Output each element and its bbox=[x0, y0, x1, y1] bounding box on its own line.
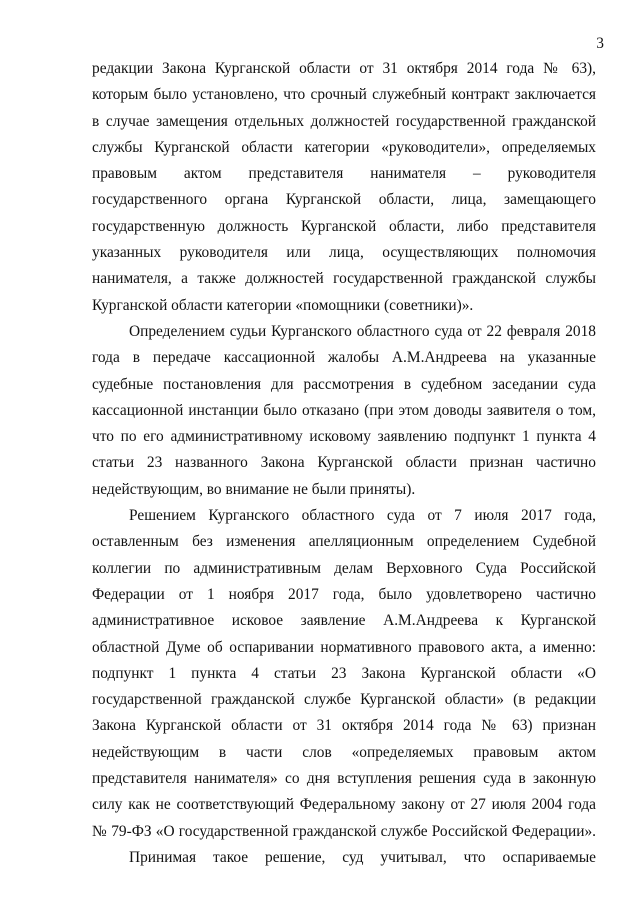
text-line: судебные постановления для рассмотрения в судебном заседании суда bbox=[92, 375, 596, 393]
text-line: Принимая такое решение, суд учитывал, что оспариваемые bbox=[129, 848, 596, 866]
text-line: указанных руководителя или лица, осуществляющих полномочия bbox=[92, 244, 596, 262]
text-line: службы Курганской области категории «руководители», определяемых bbox=[92, 138, 596, 156]
text-line: статьи 23 названного Закона Курганской области признан частично bbox=[92, 454, 596, 472]
text-line: правовым актом представителя нанимателя – руководителя bbox=[92, 165, 596, 183]
text-line: Решением Курганского областного суда от 7 июля 2017 года, bbox=[129, 507, 596, 525]
text-line: кассационной инстанции было отказано (при этом доводы заявителя о том, bbox=[92, 401, 596, 419]
page-number: 3 bbox=[596, 35, 604, 52]
body-text bbox=[92, 56, 596, 871]
text-line: представителя нанимателя» со дня вступления решения суда в законную bbox=[92, 770, 596, 788]
text-line: № 79-ФЗ «О государственной гражданской службе Российской Федерации». bbox=[92, 822, 596, 840]
text-line: редакции Закона Курганской области от 31 октября 2014 года № 63), bbox=[92, 60, 596, 77]
text-line: коллегии по административным делам Верховного Суда Российской bbox=[92, 559, 596, 577]
text-line: Федерации от 1 ноября 2017 года, было удовлетворено частично bbox=[92, 585, 596, 603]
paragraph-decision bbox=[92, 503, 596, 871]
text-line: что по его административному исковому заявлению подпункт 1 пункта 4 bbox=[92, 428, 596, 446]
text-line: которым было установлено, что срочный служебный контракт заключается bbox=[92, 86, 596, 104]
text-line: года в передаче кассационной жалобы А.М.Андреева на указанные bbox=[92, 349, 596, 367]
text-line: недействующим в части слов «определяемых правовым актом bbox=[92, 743, 596, 761]
text-line: областной Думе об оспаривании нормативного правового акта, а именно: bbox=[92, 638, 596, 656]
text-line: государственного органа Курганской области, лица, замещающего bbox=[92, 191, 596, 209]
text-line: Закона Курганской области от 31 октября 2014 года № 63) признан bbox=[92, 717, 596, 735]
paragraph-continuation bbox=[92, 56, 596, 319]
text-line: силу как не соответствующий Федеральному закону от 27 июля 2004 года bbox=[92, 796, 596, 814]
text-line: недействующим, во внимание не были приняты). bbox=[92, 480, 416, 498]
text-line: Определением судьи Курганского областного суда от 22 февраля 2018 bbox=[129, 322, 596, 340]
text-line: оставленным без изменения апелляционным определением Судебной bbox=[92, 533, 596, 551]
text-line: Курганской области категории «помощники (советники)». bbox=[92, 296, 474, 314]
text-line: нанимателя, а также должностей государственной гражданской службы bbox=[92, 270, 596, 288]
text-line: государственной гражданской службе Курганской области» (в редакции bbox=[92, 691, 596, 709]
text-line: государственную должность Курганской области, либо представителя bbox=[92, 217, 596, 235]
text-line: в случае замещения отдельных должностей государственной гражданской bbox=[92, 112, 596, 130]
paragraph-determination bbox=[92, 319, 596, 503]
text-line: подпункт 1 пункта 4 статьи 23 Закона Курганской области «О bbox=[92, 664, 596, 682]
text-line: административное исковое заявление А.М.Андреева к Курганской bbox=[92, 612, 596, 630]
